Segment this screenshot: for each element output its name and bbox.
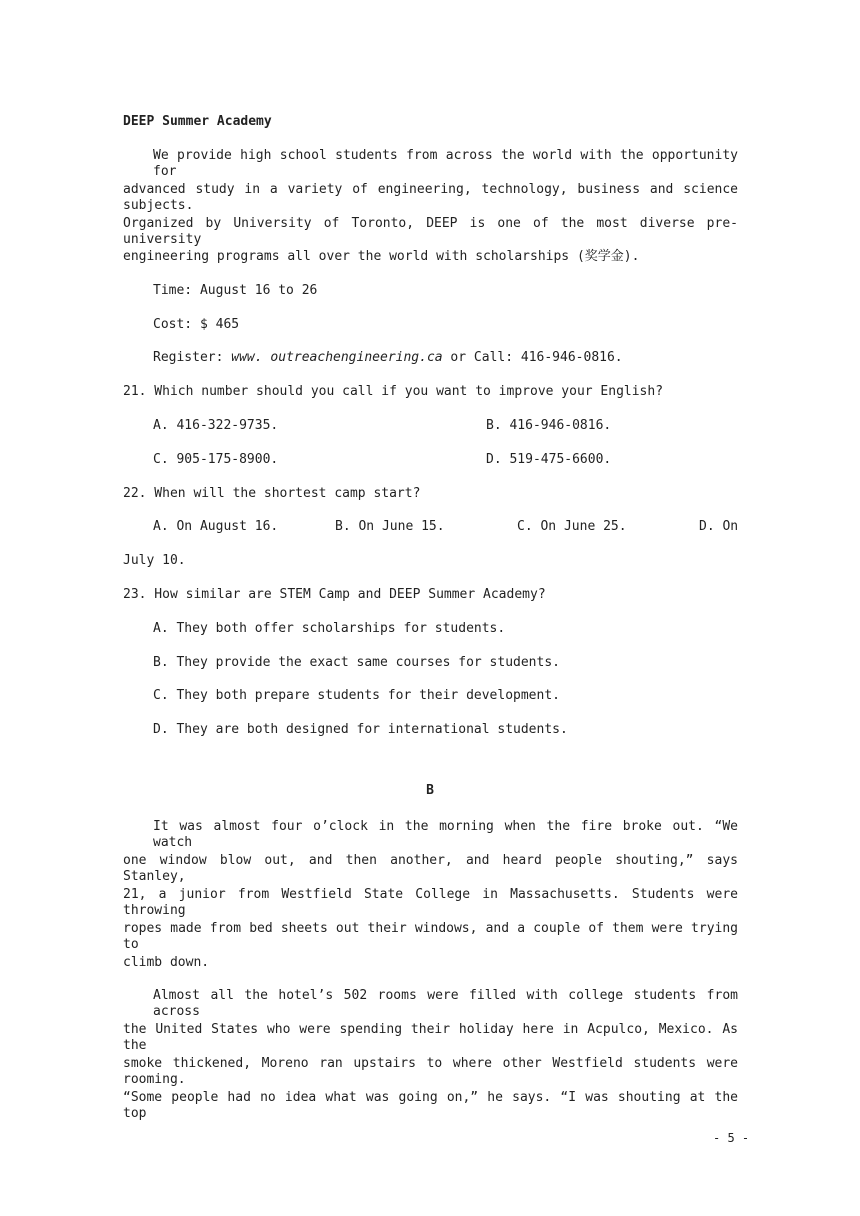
q22-option-a: A. On August 16. xyxy=(153,519,279,534)
q22-option-c: C. On June 25. xyxy=(517,519,627,534)
passage-b-p1-line-4: ropes made from bed sheets out their windows, and a couple of them were trying to xyxy=(123,921,738,952)
question-21: 21. Which number should you call if you want to improve your English? xyxy=(123,384,664,399)
question-22: 22. When will the shortest camp start? xyxy=(123,486,421,501)
register-url: www. outreachengineering.ca xyxy=(231,350,443,365)
q22-option-b: B. On June 15. xyxy=(335,519,445,534)
passage-b-p1-line-1: It was almost four o’clock in the morning when the fire broke out. “We watch xyxy=(153,819,738,850)
q21-option-d: D. 519-475-6600. xyxy=(486,452,612,467)
time-line: Time: August 16 to 26 xyxy=(153,283,318,298)
register-line xyxy=(153,350,623,366)
passage-b-p1-line-2: one window blow out, and then another, and heard people shouting,” says Stanley, xyxy=(123,853,738,884)
q21-option-a: A. 416-322-9735. xyxy=(153,418,279,433)
passage-b-p1-line-5: climb down. xyxy=(123,955,210,970)
q23-option-d: D. They are both designed for international students. xyxy=(153,722,568,737)
passage-b-p2-line-2: the United States who were spending their holiday here in Acpulco, Mexico. As the xyxy=(123,1022,738,1053)
cost-line: Cost: $ 465 xyxy=(153,317,240,332)
passage-b-p1-line-3: 21, a junior from Westfield State College in Massachusetts. Students were throwing xyxy=(123,887,738,918)
q23-option-b: B. They provide the exact same courses for students. xyxy=(153,655,560,670)
passage-b-p2-line-4: “Some people had no idea what was going on,” he says. “I was shouting at the top xyxy=(123,1090,738,1121)
part-b-heading: B xyxy=(426,783,434,798)
intro-line-1: We provide high school students from across the world with the opportunity for xyxy=(153,148,738,179)
q23-option-c: C. They both prepare students for their development. xyxy=(153,688,560,703)
intro-line-4: engineering programs all over the world with scholarships (奖学金). xyxy=(123,249,640,264)
register-prefix: Register: xyxy=(153,350,232,365)
passage-b-p2-line-1: Almost all the hotel’s 502 rooms were filled with college students from across xyxy=(153,988,738,1019)
passage-b-p2-line-3: smoke thickened, Moreno ran upstairs to where other Westfield students were rooming. xyxy=(123,1056,738,1087)
section-title: DEEP Summer Academy xyxy=(123,114,272,129)
intro-line-3: Organized by University of Toronto, DEEP is one of the most diverse pre-university xyxy=(123,216,738,247)
q21-option-c: C. 905-175-8900. xyxy=(153,452,279,467)
q21-option-b: B. 416-946-0816. xyxy=(486,418,612,433)
q22-option-d-cont: July 10. xyxy=(123,553,186,568)
intro-line-2: advanced study in a variety of engineering, technology, business and science subjects. xyxy=(123,182,738,213)
register-suffix: or Call: 416-946-0816. xyxy=(442,350,623,365)
q23-option-a: A. They both offer scholarships for students. xyxy=(153,621,506,636)
question-23: 23. How similar are STEM Camp and DEEP Summer Academy? xyxy=(123,587,546,602)
q22-option-d: D. On xyxy=(699,519,739,534)
page-number: - 5 - xyxy=(713,1131,750,1145)
